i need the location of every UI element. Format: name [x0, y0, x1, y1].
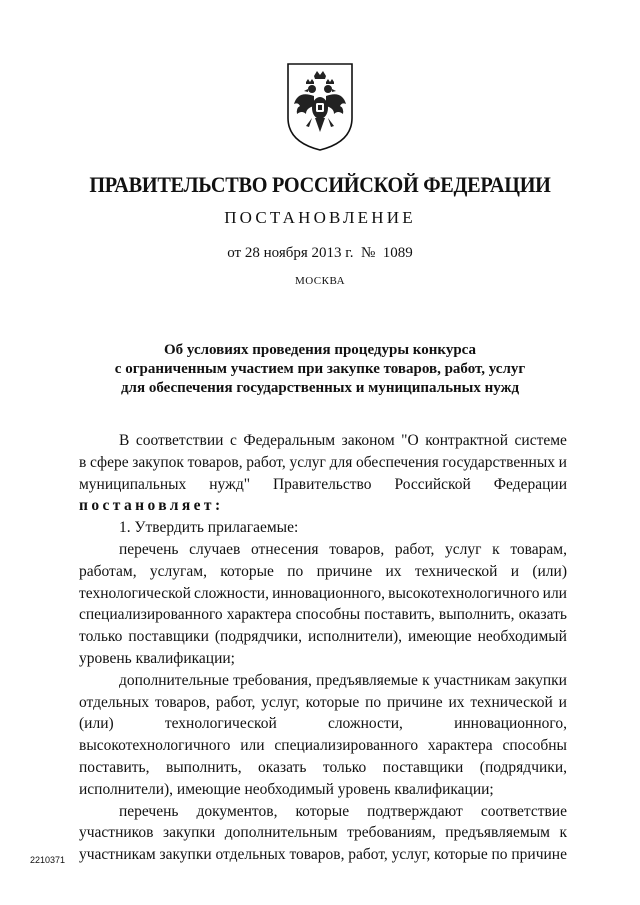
word: только — [79, 628, 123, 646]
word: выполнить, — [165, 758, 242, 776]
word: участникам — [79, 846, 156, 864]
word: оказать — [518, 606, 567, 624]
word: сложности, — [194, 584, 269, 602]
coat-of-arms-icon — [284, 60, 356, 154]
word: для — [329, 453, 353, 471]
word: работам, — [79, 562, 137, 580]
word: по — [287, 562, 304, 580]
word: с — [229, 432, 237, 449]
word: "О — [401, 432, 419, 449]
word: необходимый — [477, 628, 567, 646]
word: муниципальных — [79, 475, 187, 493]
word: их — [385, 562, 402, 580]
text-line — [79, 713, 567, 735]
word: товаров, — [329, 540, 385, 558]
subject-line: с ограниченным участием при закупке товаров, работ, услуг — [114, 361, 526, 377]
word: закупок — [132, 453, 184, 471]
text-line — [79, 452, 567, 474]
word: инновационного, — [272, 584, 386, 602]
word: по — [491, 846, 508, 864]
word: предъявляемым — [445, 824, 550, 842]
text-line — [79, 430, 567, 452]
word: системе — [514, 432, 567, 449]
document-date-number: от 28 ноября 2013 г. № 1089 — [227, 245, 413, 261]
text-line: исполнители), имеющие необходимый уровень квалификации; — [79, 780, 494, 798]
word: выполнить, — [438, 606, 515, 624]
word: отдельных — [215, 846, 286, 864]
word: способны — [502, 737, 567, 755]
word: Правительство — [272, 475, 372, 493]
word: документов, — [196, 802, 278, 820]
word: участникам — [433, 671, 511, 689]
text-line — [79, 474, 567, 496]
text-line — [79, 626, 567, 648]
word: дополнительным — [224, 824, 338, 842]
word: требованиям, — [347, 824, 436, 842]
word: отдельных — [79, 693, 150, 711]
subject-line: для обеспечения государственных и муниципальных нужд — [120, 380, 520, 396]
word: работ, — [394, 540, 435, 558]
word: закупки — [163, 824, 216, 842]
word: соответствие — [480, 802, 567, 820]
word: работ, — [215, 693, 256, 711]
text-line — [79, 583, 567, 605]
word: имеющие — [407, 628, 472, 646]
text-line — [79, 801, 567, 823]
word: нужд" — [209, 475, 251, 493]
subject-line: Об условиях проведения процедуры конкурса — [163, 342, 476, 358]
text-line — [79, 735, 567, 757]
word: к — [492, 540, 500, 558]
word: причине — [511, 846, 567, 864]
text-line — [79, 692, 567, 714]
text-line: 1. Утвердить прилагаемые: — [119, 519, 299, 537]
resolution-subject — [0, 341, 640, 398]
text-line — [79, 561, 567, 583]
word: по — [365, 693, 382, 711]
government-title: ПРАВИТЕЛЬСТВО РОССИЙСКОЙ ФЕДЕРАЦИИ — [89, 172, 551, 197]
text-line — [79, 757, 567, 779]
word: участников — [79, 824, 154, 842]
word: в — [79, 453, 87, 471]
word: законом — [341, 432, 395, 449]
word: (подрядчики, — [479, 758, 567, 776]
text-line — [79, 670, 567, 692]
word: товаров, — [154, 693, 210, 711]
word: которые — [305, 693, 360, 711]
word: инновационного, — [454, 715, 567, 733]
word: поставить, — [364, 606, 435, 624]
word: подтверждают — [367, 802, 463, 820]
word: характера — [427, 737, 493, 755]
word: услуг — [289, 453, 326, 471]
word: предъявляемые — [316, 671, 418, 689]
word: их — [448, 693, 465, 711]
word: к — [422, 671, 430, 689]
word: причине — [387, 693, 443, 711]
word: технической — [414, 562, 498, 580]
word: Российской — [394, 475, 471, 493]
word: или — [542, 584, 567, 602]
word: услугам, — [149, 562, 207, 580]
word: В — [119, 432, 130, 449]
word: работ, — [246, 453, 286, 471]
word: высокотехнологичного — [388, 584, 540, 602]
word: перечень — [119, 802, 179, 820]
word: только — [322, 758, 367, 776]
word: обеспечения — [356, 453, 439, 471]
text-line: уровень квалификации; — [79, 649, 235, 667]
word: закупки — [514, 671, 567, 689]
text-line — [79, 844, 567, 866]
word: работ, — [348, 846, 388, 864]
text-line — [79, 822, 567, 844]
word: технологической — [164, 715, 277, 733]
word: товарам, — [510, 540, 567, 558]
word: поставить, — [79, 758, 150, 776]
word: технологической — [79, 584, 191, 602]
document-code: 2210371 — [30, 855, 66, 865]
word: технической — [470, 693, 553, 711]
word: высокотехнологичного — [79, 737, 231, 755]
word: перечень — [119, 540, 179, 558]
word: которые — [434, 846, 488, 864]
word: и — [510, 562, 520, 580]
word: или — [240, 737, 265, 755]
word: (подрядчики, — [214, 628, 303, 646]
word: отнесения — [251, 540, 319, 558]
word: сложности, — [327, 715, 403, 733]
word: закупки — [159, 846, 212, 864]
word: поставщики — [128, 628, 209, 646]
text-line — [79, 604, 567, 626]
document-city: МОСКВА — [294, 275, 346, 287]
resolves-word: постановляет: — [79, 497, 224, 515]
word: дополнительные — [119, 671, 229, 689]
word: оказать — [258, 758, 307, 776]
word: и — [558, 693, 567, 711]
word: требования, — [233, 671, 312, 689]
word: которые — [295, 802, 350, 820]
word: и — [558, 453, 567, 471]
word: (или) — [79, 715, 114, 733]
word: поставщики — [382, 758, 464, 776]
word: которые — [220, 562, 274, 580]
word: Федерации — [493, 475, 567, 493]
word: услуг, — [391, 846, 431, 864]
word: контрактной — [425, 432, 509, 449]
word: специализированного — [274, 737, 419, 755]
word: товаров, — [187, 453, 243, 471]
word: государственных — [442, 453, 556, 471]
word: Федеральным — [243, 432, 336, 449]
word: специализированного — [79, 606, 223, 624]
word: способны — [295, 606, 361, 624]
word: к — [559, 824, 567, 842]
word: услуг — [445, 540, 482, 558]
word: исполнители), — [307, 628, 403, 646]
word: товаров, — [289, 846, 345, 864]
word: характера — [226, 606, 292, 624]
word: (или) — [532, 562, 567, 580]
word: услуг, — [261, 693, 300, 711]
word: сфере — [89, 453, 129, 471]
word: случаев — [189, 540, 241, 558]
word: соответствии — [135, 432, 224, 449]
resolution-body — [79, 430, 567, 866]
document-type: ПОСТАНОВЛЕНИЕ — [224, 208, 416, 227]
word: причине — [316, 562, 373, 580]
text-line — [79, 539, 567, 561]
